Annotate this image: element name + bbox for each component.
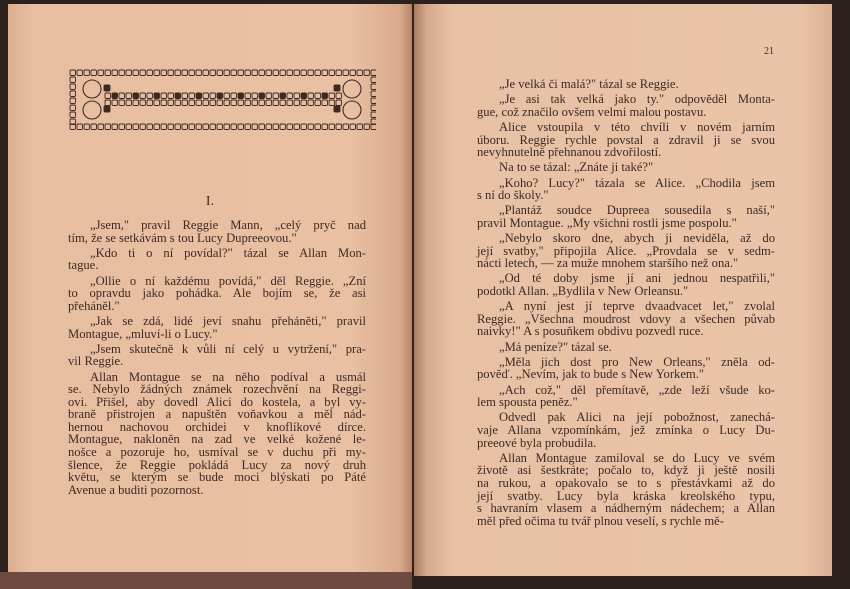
ornament-square [210,100,216,106]
ornament-square [119,124,125,130]
text-line: „Jsem," pravil Reggie Mann, „celý pryč nad [90,218,366,232]
ornament-square [357,124,363,130]
paragraph [68,247,366,272]
text-line: „Ach což," děl přemítavě, „zde leží všude ko- [499,382,775,397]
text-line: úboru. Reggie rychle povstal a zdravil ji se svou [477,132,775,147]
text-line: tím, že se setkávám s tou Lucy Dupreeovou." [68,230,297,245]
paragraph [477,161,775,174]
ornament-square [217,124,223,130]
ornament-square [287,70,293,76]
ornament-square [315,93,321,99]
ornament-square [308,100,314,106]
ornament-square [182,124,188,130]
ornament-square [322,100,328,106]
ornament-square [231,70,237,76]
ornament-square [217,100,223,106]
ornament-square [259,100,265,106]
ornament-square [98,70,104,76]
ornament-square [224,70,230,76]
paragraph [477,232,775,270]
ornament-square [350,124,356,130]
ornament-square [364,70,370,76]
ornament-square [133,100,139,106]
ornament-square [147,100,153,106]
ornament-square [280,93,286,99]
ornament-square [238,100,244,106]
ornament-square [259,70,265,76]
ornament-square [104,85,110,91]
ornament-square [322,70,328,76]
paragraph [477,204,775,229]
text-line: Montague, nakloněn na zad ve velké kožené le- [68,432,366,447]
ornament-square [70,112,76,118]
ornament-square [196,93,202,99]
paragraph [477,300,775,338]
ornament-square [210,70,216,76]
text-line: s havraním vlasem a nádherným nádechem; a Allan [477,501,775,516]
ornament-square [168,124,174,130]
paragraph [477,341,775,354]
ornament-square [329,124,335,130]
ornament-square [98,124,104,130]
text-line: „Měla jich dost pro New Orleans," zněla od- [499,354,775,369]
ornament-square [245,93,251,99]
ornament-circle [343,101,361,119]
ornament-square [308,124,314,130]
ornament-square [196,124,202,130]
text-line: pravil Montague. „My všichni rostli jsme pospolu." [477,215,737,230]
ornament-square [336,100,342,106]
ornament-square [140,93,146,99]
right-page [414,4,832,576]
text-line: šlence, že Reggie pokládá Lucy za nový druh [68,457,366,472]
ornament-square [322,93,328,99]
ornament-square [294,124,300,130]
ornament-square [161,124,167,130]
ornament-square [84,124,90,130]
ornament-square [371,98,376,104]
ornament-square [77,124,83,130]
paragraph [68,371,366,497]
text-line: vaje Allana vzpomínkám, jež zmínka o Lucy Du- [477,422,775,437]
ornament-square [161,93,167,99]
paragraph [68,219,366,244]
ornament-square [266,70,272,76]
ornament-square [168,100,174,106]
ornament-square [168,93,174,99]
ornament-square [203,100,209,106]
ornament-square [203,70,209,76]
text-line: „Je asi tak velká jako ty." odpověděl Monta- [499,92,775,107]
text-line: Na to se tázal: „Znáte ji také?" [499,160,654,175]
text-line: lem spousta peněz." [477,395,578,410]
ornament-square [301,93,307,99]
ornament-square [105,124,111,130]
ornament-square [238,70,244,76]
ornament-square [154,124,160,130]
text-line: „Má peníze?" tázal se. [499,339,612,354]
ornament-square [322,124,328,130]
ornament-square [238,124,244,130]
ornament-square [154,100,160,106]
ornament-square [231,124,237,130]
ornament-square [287,100,293,106]
ornament-square [119,93,125,99]
ornament-square [112,93,118,99]
paragraph [477,356,775,381]
ornament-square [329,93,335,99]
text-line: se. Nebylo žádných známek rozechvění na Reggi- [68,382,366,397]
ornament-square [182,70,188,76]
ornament-circle [343,80,361,98]
ornament-square [252,93,258,99]
ornament-square [70,91,76,97]
ornament-square [175,124,181,130]
ornament-square [203,93,209,99]
ornament-square [231,93,237,99]
ornament-square [140,124,146,130]
ornament-square [189,100,195,106]
ornament-square [280,124,286,130]
ornament-square [287,93,293,99]
ornament-square [252,124,258,130]
paragraph [477,177,775,202]
text-line: „Ollie o ní každému povídá," děl Reggie. „Zní [90,273,366,288]
ornament-square [105,93,111,99]
text-line: její svatby," připojila Alice. „Provdala se v sedm- [477,243,775,258]
paragraph [68,275,366,313]
ornament-square [245,70,251,76]
ornament-square [371,105,376,111]
ornament-square [224,100,230,106]
ornament-square [217,93,223,99]
ornament-square [266,100,272,106]
ornament-square [287,124,293,130]
text-line: s ní do školy." [477,188,549,203]
text-line: „Koho? Lucy?" tázala se Alice. „Chodila jsem [499,175,775,190]
ornament-square [315,70,321,76]
ornament-circle [83,101,101,119]
ornament-square [91,124,97,130]
ornament-square [259,124,265,130]
ornament-square [133,124,139,130]
text-line: nevyhnutelně přehnanou zdvořilostí. [477,145,662,160]
ornament-square [280,70,286,76]
ornament-square [70,70,76,76]
ornament-square [196,100,202,106]
ornament-square [266,124,272,130]
ornament-square [301,70,307,76]
text-line: nácti letech, — za muže mnohem staršího než ona." [477,256,739,271]
ornament-square [308,93,314,99]
left-page-text [68,219,366,499]
text-line: „Plantáž soudce Dupreea sousedila s naší," [499,203,775,218]
ornament-square [119,70,125,76]
ornament-square [329,70,335,76]
ornament-square [210,124,216,130]
ornament-square [189,93,195,99]
text-line: životě asi šestkráte; počalo to, když ji ještě nosili [477,463,775,478]
ornament-square [70,77,76,83]
ornament-square [308,70,314,76]
ornament-square [336,93,342,99]
ornament-square [112,124,118,130]
ornament-square [126,124,132,130]
paragraph [477,78,775,91]
text-line: „Jsem skutečně k vůli ní celý u vytržení," pra- [90,341,366,356]
text-line: Odvedl pak Alici na její pobožnost, zanechá- [499,410,775,425]
ornament-square [294,70,300,76]
text-line: braně přistrojen a napuštěn voňavkou a měl nád- [68,407,366,422]
ornament-square [161,70,167,76]
text-line: preeové byla probudila. [477,435,597,450]
text-line: Reggie. „Všechna moudrost vdovy a všechen půvab [477,311,775,326]
paragraph [68,343,366,368]
text-line: hernou nachovou orchidei v knoflíkové dírce. [68,419,366,434]
text-line: Alice vstoupila v této chvíli v novém jarním [499,119,775,134]
ornament-square [231,100,237,106]
text-line: „Je velká či malá?" tázal se Reggie. [499,77,679,91]
ornament-square [301,124,307,130]
ornament-square [343,70,349,76]
ornament-square [334,85,340,91]
text-line: měl před očima tu tvář plnou veselí, s rychle mě- [477,513,724,528]
ornament-square [175,93,181,99]
ornament-square [105,100,111,106]
paragraph [477,121,775,159]
text-line: gue, což značilo ovšem velmi malou postavu. [477,104,707,119]
ornament-square [161,100,167,106]
ornament-square [77,70,83,76]
ornament-square [273,93,279,99]
right-page-text [477,78,775,530]
ornament-square [154,70,160,76]
ornament-square [70,98,76,104]
left-page [8,4,412,576]
ornament-square [266,93,272,99]
ornament-square [70,84,76,90]
ornament-square [112,100,118,106]
ornament-square [91,70,97,76]
ornament-square [104,106,110,112]
paragraph [477,452,775,528]
ornament-square [210,93,216,99]
ornament-circle [83,80,101,98]
ornament-square [245,124,251,130]
ornament-square [217,70,223,76]
ornament-square [273,124,279,130]
ornament-square [357,70,363,76]
ornament-square [238,93,244,99]
ornament-square [273,70,279,76]
ornament-square [182,93,188,99]
ornament-square [175,70,181,76]
chapter-heading: I. [205,194,215,209]
text-line: přeháněl." [68,298,120,313]
ornament-square [147,93,153,99]
ornament-square [252,100,258,106]
ornament-square [245,100,251,106]
text-line: ovi. Přišel, aby dovedl Alici do kostela, a byl vy- [68,394,366,409]
page-number: 21 [764,46,774,57]
ornament-square [105,70,111,76]
paragraph [68,315,366,340]
ornament-square [371,91,376,97]
ornament-square [364,124,370,130]
ornament-square [119,100,125,106]
ornament-square [140,70,146,76]
text-line: „A nyní jest jí teprve dvaadvacet let," zvolal [499,299,775,314]
text-line: tague. [68,258,99,273]
paragraph [477,93,775,118]
text-line: „Od té doby jsme jí ani jednou nespatřili," [499,271,775,286]
ornament-square [168,70,174,76]
text-line: květu, se kterým se bude moci blýskati po Páté [68,470,366,485]
text-line: Allan Montague zamiloval se do Lucy ve svém [499,450,775,465]
ornament-square [224,93,230,99]
text-line: „Kdo ti o ní povídal?" tázal se Allan Mon- [90,245,366,260]
paragraph [477,411,775,449]
ornament-square [294,93,300,99]
book-cover-edge [0,572,412,589]
ornament-square [224,124,230,130]
ornament-square [252,70,258,76]
ornament-square [273,100,279,106]
text-line: podotkl Allan. „Bydlila v New Orleansu." [477,284,689,299]
ornament-square [126,93,132,99]
ornament-square [315,100,321,106]
ornament-square [301,100,307,106]
text-line: její svatby. Lucy byla kráska kreolského typu, [477,488,775,503]
paragraph [477,272,775,297]
ornament-square [126,100,132,106]
text-line: to opravdu jako pohádka. Ale bojím se, že asi [68,286,366,301]
text-line: Avenue a buditi pozornost. [68,482,204,497]
ornament-square [133,93,139,99]
ornament-square [371,84,376,90]
text-line: „Nebylo skoro dne, abych ji neviděla, až do [499,231,775,246]
ornament-square [203,124,209,130]
ornament-square [112,70,118,76]
text-line: naivky!" A s posuňkem obdivu pozvedl ruce. [477,324,704,339]
text-line: Allan Montague se na něho podíval a usmál [90,369,366,384]
ornament-square [334,106,340,112]
text-line: na rukou, a opakovalo se to s přestávkami až do [477,475,775,490]
ornament-square [329,100,335,106]
ornament-square [336,124,342,130]
text-line: pověď. „Nevím, jak to bude s New Yorkem." [477,367,704,382]
ornament-square [175,100,181,106]
text-line: vil Reggie. [68,354,124,369]
paragraph [477,384,775,409]
ornament-square [371,112,376,118]
ornament-square [147,124,153,130]
text-line: nošce a pozoruje ho, usmíval se v duchu při my- [68,445,366,460]
ornament-square [84,70,90,76]
ornament-square [140,100,146,106]
ornament-square [343,124,349,130]
ornament-square [280,100,286,106]
ornament-square [336,70,342,76]
ornament-square [182,100,188,106]
ornament-square [196,70,202,76]
ornament-square [189,70,195,76]
text-line: Montague, „mluví-li o Lucy." [68,326,218,341]
ornament-square [315,124,321,130]
ornament-square [147,70,153,76]
ornament-square [350,70,356,76]
ornament-square [371,77,376,83]
ornament-square [133,70,139,76]
ornament-square [371,70,376,76]
ornament-square [259,93,265,99]
ornament-square [154,93,160,99]
text-line: „Jak se zdá, lidé jeví snahu přeháněti," pravil [90,313,366,328]
ornament-square [189,124,195,130]
ornament-square [126,70,132,76]
ornament-square [294,100,300,106]
decorative-border-ornament [68,68,376,132]
ornament-square [70,105,76,111]
